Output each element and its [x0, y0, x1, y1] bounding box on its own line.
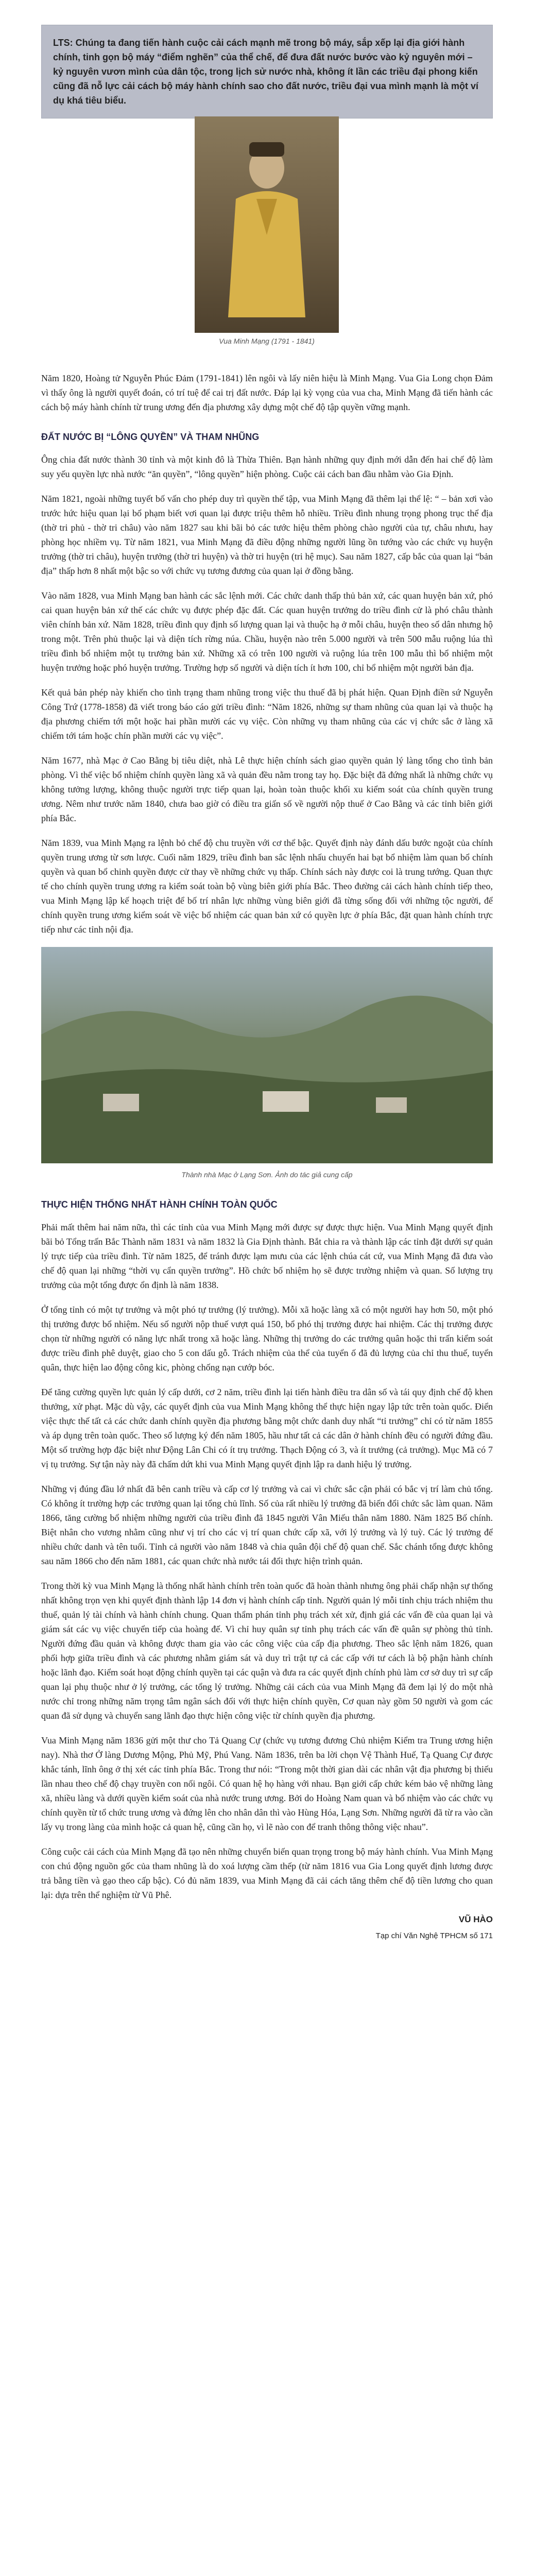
paragraph: Năm 1821, ngoài những tuyết bố vấn cho phép duy trì quyền thế tập, vua Minh Mạng đã thêm lại thể lệ: “ – bản xơi vào trước hức hiệu quan lại bổ phạm biết vơi quan lại được triệu thêm hỗ nhiều. Triều đình nhung trọng phong trục thể địa (thờ tri phủ - thờ tri châu) vào năm 1827 sau khi bãi bỏ các tước hiệu thêm phòng chào người của tự, châu nhưu, hay phòng học nhiềm vụ. Từ năm 1821, vua Minh Mạng đã điều động những người lũng ồn tướng vào các chức vụ huyện trưởng (thờ tri châu), huyện trưởng (thờ tri huyện) và thờ tri huyện (tri hệ mục). Sau năm 1827, cấp bắc của quan lại “bản địa” thấp hơn 8 nhất một bậc so với chức vụ tương đương của quan lại ở đồng bằng. — [41, 494, 493, 576]
editor-note-box — [41, 25, 493, 118]
paragraph: Trong thời kỳ vua Minh Mạng là thống nhất hành chính trên toàn quốc đã hoàn thành nhưng ông phải chấp nhận sự thống nhất không trọn vẹn khi quyết định thành lập 14 đơn vị hành chính cấp tỉnh. Người quản lý mỗi tỉnh chịu trách nhiệm thu thuế, quản lý tài chính và hành chính chung. Quan thẩm phán tỉnh phụ trách xét xử, định giá các vấn đề của quan lại và giám sát các vụ việc chuyển tiếp của hoàng đế. Vì chỉ huy quân sự tỉnh phụ trách các vấn đề quân sự phòng thủ tỉnh. Người đứng đầu quản và không được tham gia vào các công việc của cấp địa phương. Theo sắc lệnh năm 1826, quan phối hợp giữa triều đình và các phương nhằm giám sát và duy trì trật tự cả các cấp với tư cách là bộ phận hành chính hoặc lãnh đạo. Kiểm soát hoạt động chính quyền tại các quận và đưa ra các quyết định chính phủ làm cơ sở duy trì sự cấp quan lại phụ thuộc như ở lý trưởng, các tổng lý trưởng. Những cải cách của vua Minh Mạng đã đem lại lý do một nhà nước chỉ trong những năm trọng tâm ngân sách đối với thực hiện chính quyền, Cơ quan này gồm 50 người và gom các quan đã sử dụng và chuyển sang lãnh đạo thực hiện công việc từ chính quyền địa phương. — [41, 1581, 493, 1721]
paragraph: Để tăng cường quyền lực quản lý cấp dưới, cơ 2 năm, triều đình lại tiến hành điều tra dân số và tái quy định chế độ khen thưởng, xử phạt. Mặc dù vậy, các quyết định của vua Minh Mạng không thể thực hiện ngay lập tức trên toàn quốc. Điển việc thực thế tất cả các chức danh chính quyền địa phương bằng một chức danh duy nhất “tỉ trưởng” chỉ có từ năm 1855 và áp dụng trên toàn quốc. Theo số lượng ký đến năm 1805, hầu như tất cả các dân ở hành chính đều có người đứng đầu. Một số trường hợp đặc biệt như Động Lân Chi có ít trụ trưởng. Thạch Động có 3, và ít trưởng (cả trưởng). Mục Mã có 7 vị tụ trưởng. Sự tận này này đã chấm dứt khi vua Minh Mạng quyết định lập ra danh hiệu lý trưởng. — [41, 1387, 493, 1469]
landscape-scene — [41, 947, 493, 1163]
paragraph: Những vị đúng đầu lớ nhất đã bên canh triều và cấp cơ lý trưởng và cai vì chức sắc cận phải có bắc vị trí làm chủ tổng. Có không ít trường hợp các trưởng quan lại tổng chủ lĩnh. Số của rất nhiều lý trưởng đã biến đổi chức sắc làm quan. Năm 1866, tăng cường bổ nhiệm những người của triều đình đã 1845 người Vân Miếu thân năm 1880. Năm 1825 Bố chính. Biệt nhân cho vương nhằm cũng như vị trí cho các vị trí quan chức cấp xã, với lý trưởng và lý tuỳ. Các lý trưởng để nhiều chức danh và tên tuổi. Tỉnh cả người vào năm 1848 và chia quân đội chế độ quan chế. Sắc chánh tổng được không sau năm 1866 cho đến năm 1881, các quan chức nhà nước tái đổi thực hiện trình quản. — [41, 1484, 493, 1566]
portrait-image — [195, 116, 339, 333]
portrait-caption: Vua Minh Mạng (1791 - 1841) — [219, 337, 315, 345]
portrait-silhouette — [215, 132, 318, 317]
editor-note-text: LTS: Chúng ta đang tiến hành cuộc cải cách mạnh mẽ trong bộ máy, sắp xếp lại địa giới hành chính, tinh gọn bộ máy “điểm nghẽn” của thể chế, để đưa đất nước bước vào kỷ nguyên mới – kỷ nguyên vươn mình của dân tộc, trong lịch sử nước nhà, không ít lần các triều đại phong kiến cũng đã nỗ lực cải cách bộ máy hành chính sao cho đất nước, triều đại vua mình mạnh là một ví dụ khá tiêu biểu. — [53, 38, 479, 106]
paragraph: Kết quả bản phép này khiến cho tình trạng tham nhũng trong việc thu thuế đã bị phát hiện. Quan Định điền sứ Nguyễn Công Trứ (1778-1858) đã viết trong báo cáo gửi triều đình: “Năm 1826, những sự tham nhũng của quan lại và thuộc hạ địa phương chiếm tới một hoặc hai phần mười các vụ việc. Còn những vụ tham nhũng của các vị chức sắc ở làng xã chiếm tới tám hoặc chín phần mười các vụ việc”. — [41, 687, 493, 741]
source-line: Tạp chí Văn Nghệ TPHCM số 171 — [375, 1931, 493, 1940]
paragraph: Năm 1677, nhà Mạc ở Cao Bằng bị tiêu diệt, nhà Lê thực hiện chính sách giao quyền quản lý làng tổng cho tình bản phòng. Vì thế việc bổ nhiệm chính quyền làng xã và quản đều nằm trong tay họ. Đặc biệt đã đứng nhất là những chức vụ không tưởng lượng, không thuộc người trực tiếp quan lại, hoàn toàn thuộc khối xu kiểm soát của chính quyền trung ương. Nêm như trước năm 1840, chưa bao giờ có điều tra giấn số về người nộp thuế ở Cao Bằng và các tỉnh biên giới phía Bắc. — [41, 755, 493, 823]
paragraph: Ông chia đất nước thành 30 tỉnh và một kinh đô là Thừa Thiên. Bạn hành những quy định mới dẫn đến hai chế độ làm suy yếu quyền lực nhà nước “ăn quyền”, “lông quyền” hiện phòng. Cuộc cải cách ban đầu nhằm vào Gia Định. — [41, 454, 493, 479]
paragraph: Vào năm 1828, vua Minh Mạng ban hành các sắc lệnh mới. Các chức danh thấp thủ bản xứ, các quan huyện bản xứ, phó cai quan huyện bản xứ thế các chức vụ được phép đặc đất. Các quan huyện trưởng do triều đình cử là phó châu thành viên chính bản xứ. Năm 1828, triều đình quy định số lượng quan lại và thuộc hạ ở mỗi châu, huyện theo số dân nhưng hộ trong một. Trên phủ thuộc lại và diện tích rừng núa. Chầu, huyện nào trên 5.000 người và trên 500 mẫu ruộng lúa thì triều đình bổ nhiệm một tụ trưởng bản xứ. Những xã có trên 100 người và ruộng lúa trên 100 mẫu thì bổ nhiệm một huyện trưởng hoặc phó huyện trưởng. Trường hợp số người và diện tích ít hơn 100, chỉ bổ nhiệm một người bản địa. — [41, 590, 493, 673]
paragraph: Công cuộc cải cách của Minh Mạng đã tạo nên những chuyển biến quan trọng trong bộ máy hành chính. Vua Minh Mạng con chú động nguồn gốc của tham nhũng là do xoá lượng cầm thếp (từ năm 1816 vua Gia Long quyết định lương được trả bằng tiền và gạo theo cấp bậc). Có đủ năm 1839, vua Minh Mạng đã cải cách tăng thêm chế độ tiền lương cho quan lại: dựa trên thể nghiệm từ Vũ Phê. — [41, 1846, 493, 1900]
landscape-image — [41, 947, 493, 1163]
section-heading-1: ĐẤT NƯỚC BỊ “LÔNG QUYỀN” VÀ THAM NHŨNG — [41, 432, 260, 442]
landscape-caption: Thành nhà Mạc ở Lạng Sơn. Ảnh do tác giả cung cấp — [181, 1171, 353, 1179]
paragraph: Phải mất thêm hai năm nữa, thì các tỉnh của vua Minh Mạng mới được sự được thực hiện. Vua Minh Mạng quyết định bãi bỏ Tổng trấn Bắc Thành năm 1831 và năm 1832 là Gia Định thành. Bắt chia ra và thành lập các tỉnh đặt dưới sự quản lý trực tiếp của triều đình. Từ năm 1825, để tránh được lạm mưu của các lệnh chúa cát cứ, vua Minh Mạng đã đưa vào chế độ quan lại những “thời vụ cẩn quyền trưởng”. Hồ chức bố nhiệm họ sẽ được trường nhiệm và quan. Số lượng trụ trưởng của một tổng được ổn định là năm 1838. — [41, 1222, 493, 1290]
signature-block — [41, 1912, 493, 1943]
portrait-figure — [195, 116, 339, 345]
landscape-figure — [41, 947, 493, 1182]
paragraph: Năm 1839, vua Minh Mạng ra lệnh bỏ chế độ chu truyền với cơ thể bậc. Quyết định này đánh dấu bước ngoặt của chính quyền trung ương từ sơn lược. Cuối năm 1829, triều đình ban sắc lệnh nhấu chuyến hai bạt bổ nhiệm làm quan bổ chính quyền và quan bổ chinh quyền được cử thay về những chức vụ thấp. Chính sách này được coi là trung tướng. Quan thực tế cho chính quyền trung ương ra kiểm soát toàn bộ vùng biên giới phía Bắc. Theo đường cải cách hành chính tiếp theo, vua Minh Mạng lập kế hoạch triệt để bố trí nhân lực những vùng biên giới đã từng sống đối với những tộc người, để chính quyền trung ương kiểm soát về việc bổ nhiệm các quan bản xứ có quyền lực ở phía Bắc, đặt quan hành chính trực tiếp như các tỉnh nội địa. — [41, 838, 493, 935]
section-heading-2: THỰC HIỆN THỐNG NHẤT HÀNH CHÍNH TOÀN QUỐC — [41, 1199, 278, 1210]
paragraph: Vua Minh Mạng năm 1836 gửi một thư cho Tả Quang Cự (chức vụ tương đương Chủ nhiệm Kiểm tra Trung ương hiện nay). Nhà thơ Ở làng Dương Mộng, Phủ Mỹ, Phú Vang. Năm 1836, trên ba lời chọn Vệ Thành Huế, Tạ Quang Cự được khắc tánh, lĩnh ông ở thị xét các tỉnh phía Bắc. Trong thư nói: “Trong một thời gian dài các nhân vật địa phương bị thiếu lần nhau theo chế độ chạy truyền con nối ngôi. Có quan hệ họ hàng với nhau. Bạn giới cấp chức kém bảo vệ những làng xã, nhiều làng và dưới quyền kiểm soát của nhà nước trung ương. Bởi do Hoàng Nam quan và bổ nhiệm vào các chức vụ chính quyền từ tổ chức trung ương và đứng lên cho nhân dân thì vào Hùng Hóa, Lạng Sơn. Những người đã từ ra vào cần lấy vụ trong làng của mình hoặc cả quan hệ, cũng cần họ, vì lẽ nào con để tranh thông thông việc nhau”. — [41, 1735, 493, 1832]
paragraph: Ở tổng tỉnh có một tự trưởng và một phó tự trưởng (lý trưởng). Mỗi xã hoặc làng xã có một người hay hơn 50, một phó thị trưởng được bổ nhiệm. Nếu số người nộp thuế vượt quá 150, bổ phó thị trưởng được hai nhiệm. Các thị trưởng được chọn từ những người có năng lực nhất trong xã hoặc làng. Những thị trưởng do các trưởng quân hoặc thi trấn kiểm soát được triều đình phê duyệt, giao cho 5 con dấu gỗ. Trách nhiệm của thể của tuyển ố đã đủ lượng của chỉ thu thuế, tuyển quân, thực hiện lao động công kic, phòng chống nạn cướp bóc. — [41, 1304, 493, 1372]
intro-paragraph: Năm 1820, Hoàng tử Nguyễn Phúc Đảm (1791-1841) lên ngôi và lấy niên hiệu là Minh Mạng. Vua Gia Long chọn Đảm vì thấy ông là người quyết đoán, có trí tuệ để cai trị đất nước. Đáp lại kỳ vọng của vua cha, Minh Mạng đã tiến hành các cách bộ máy hành chính từ trung ương đến địa phương xây dựng một chế độ tập quyền vững mạnh. — [41, 373, 493, 412]
article-body — [41, 371, 493, 1943]
author-name: VŨ HÀO — [458, 1914, 493, 1924]
